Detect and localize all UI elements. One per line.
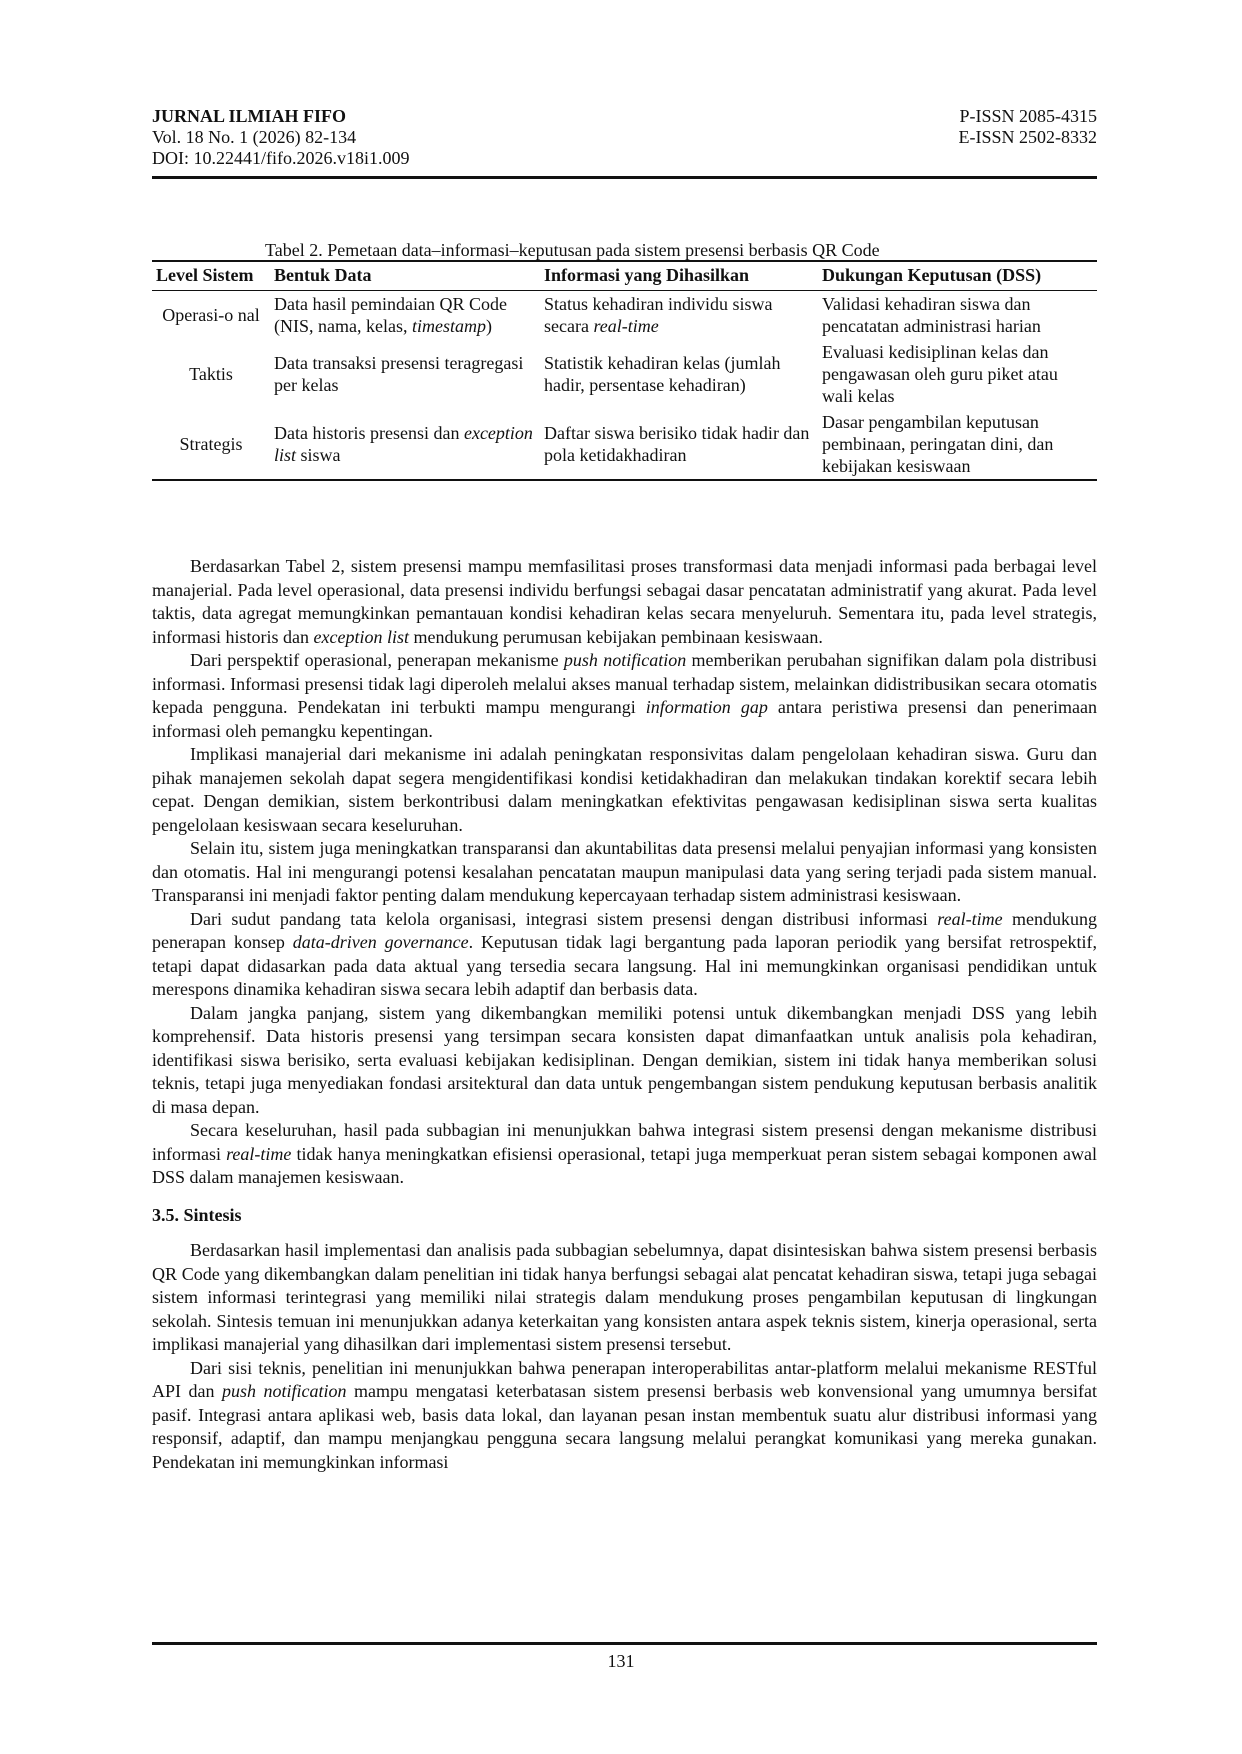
table-row	[152, 339, 1097, 409]
paragraph: Selain itu, sistem juga meningkatkan transparansi dan akuntabilitas data presensi melalui penyajian informasi yang konsisten dan otomatis. Hal ini mengurangi potensi kesalahan pencatatan maupun manipulasi data yang sering terjadi pada sistem manual. Transparansi ini menjadi faktor penting dalam mendukung kepercayaan terhadap sistem administrasi kesiswaan.	[152, 838, 1097, 905]
data-table	[152, 260, 1097, 481]
paragraph: Dari sisi teknis, penelitian ini menunjukkan bahwa penerapan interoperabilitas antar-platform melalui mekanisme RESTful API dan push notification mampu mengatasi keterbatasan sistem presensi berbasis web konvensional yang umumnya bersifat pasif. Integrasi antara aplikasi web, basis data lokal, dan layanan pesan instan membentuk suatu alur distribusi informasi yang responsif, adaptif, dan mampu menjangkau pengguna secara langsung melalui perangkat komunikasi yang mereka gunakan. Pendekatan ini memungkinkan informasi	[152, 1357, 1098, 1472]
paragraph: Dalam jangka panjang, sistem yang dikembangkan memiliki potensi untuk dikembangkan menjadi DSS yang lebih komprehensif. Data historis presensi yang tersimpan secara konsisten dapat dimanfaatkan untuk analisis pola kehadiran, identifikasi siswa berisiko, serta evaluasi kebijakan kedisiplinan. Dengan demikian, sistem ini tidak hanya memberikan solusi teknis, tetapi juga menyediakan fondasi arsitektural dan data untuk pengembangan sistem pendukung keputusan berbasis analitik di masa depan.	[152, 1002, 1097, 1117]
col-header-dss: Dukungan Keputusan (DSS)	[818, 261, 1097, 291]
e-issn: E-ISSN 2502-8332	[958, 127, 1097, 147]
journal-volume: Vol. 18 No. 1 (2026) 82-134	[152, 127, 357, 147]
cell-dss: Validasi kehadiran siswa dan pencatatan administrasi harian	[822, 294, 1041, 336]
journal-doi: DOI: 10.22441/fifo.2026.v18i1.009	[152, 148, 410, 168]
cell-dss: Dasar pengambilan keputusan pembinaan, peringatan dini, dan kebijakan kesiswaan	[818, 409, 1097, 480]
col-header-data: Bentuk Data	[270, 261, 540, 291]
section-heading: 3.5. Sintesis	[152, 1204, 242, 1225]
paragraph: Dari perspektif operasional, penerapan mekanisme push notification memberikan perubahan signifikan dalam pola distribusi informasi. Informasi presensi tidak lagi diperoleh melalui akses manual terhadap sistem, melainkan didistribusikan secara otomatis kepada pengguna. Pendekatan ini terbukti mampu mengurangi information gap antara peristiwa presensi dan penerimaan informasi oleh pemangku kepentingan.	[152, 650, 1097, 741]
cell-dss: Evaluasi kedisiplinan kelas dan pengawasan oleh guru piket atau wali kelas	[822, 342, 1058, 406]
table-row	[152, 409, 1097, 480]
cell-info: Daftar siswa berisiko tidak hadir dan pola ketidakhadiran	[540, 409, 818, 480]
body-text	[152, 555, 1097, 1474]
table-caption: Tabel 2. Pemetaan data–informasi–keputusan pada sistem presensi berbasis QR Code	[265, 240, 880, 260]
paragraph: Berdasarkan Tabel 2, sistem presensi mampu memfasilitasi proses transformasi data menjadi informasi pada berbagai level manajerial. Pada level operasional, data presensi individu berfungsi sebagai dasar pencatatan administratif yang akurat. Pada level taktis, data agregat memungkinkan pemantauan kondisi kehadiran kelas secara menyeluruh. Sementara itu, pada level strategis, informasi historis dan exception list mendukung perumusan kebijakan pembinaan kesiswaan.	[152, 556, 1097, 647]
cell-level: Taktis	[189, 364, 233, 384]
col-header-level: Level Sistem	[152, 261, 270, 291]
paragraph: Dari sudut pandang tata kelola organisasi, integrasi sistem presensi dengan distribusi informasi real-time mendukung penerapan konsep data-driven governance. Keputusan tidak lagi bergantung pada laporan periodik yang bersifat retrospektif, tetapi dapat didasarkan pada data aktual yang tersedia secara langsung. Hal ini memungkinkan organisasi pendidikan untuk merespons dinamika kehadiran siswa secara lebih adaptif dan berbasis data.	[152, 908, 1097, 999]
footer-rule	[152, 1642, 1097, 1645]
cell-level: Operasi-o nal	[162, 305, 260, 325]
table-row	[152, 291, 1097, 340]
cell-data: Data hasil pemindaian QR Code (NIS, nama, kelas, timestamp)	[274, 294, 507, 336]
col-header-info: Informasi yang Dihasilkan	[540, 261, 818, 291]
paragraph: Implikasi manajerial dari mekanisme ini adalah peningkatan responsivitas dalam pengelolaan kehadiran siswa. Guru dan pihak manajemen sekolah dapat segera mengidentifikasi kondisi ketidakhadiran dan melakukan tindakan korektif secara lebih cepat. Dengan demikian, sistem berkontribusi dalam meningkatkan efektivitas pengawasan kedisiplinan siswa serta kualitas pengelolaan kesiswaan secara keseluruhan.	[152, 744, 1097, 835]
cell-data: Data historis presensi dan exception list siswa	[270, 409, 540, 480]
cell-info: Status kehadiran individu siswa secara real-time	[544, 294, 773, 336]
cell-data: Data transaksi presensi teragregasi per kelas	[274, 353, 524, 395]
cell-info: Statistik kehadiran kelas (jumlah hadir, persentase kehadiran)	[544, 353, 781, 395]
paragraph: Secara keseluruhan, hasil pada subbagian ini menunjukkan bahwa integrasi sistem presensi dengan mekanisme distribusi informasi real-time tidak hanya meningkatkan efisiensi operasional, tetapi juga memperkuat peran sistem sebagai komponen awal DSS dalam manajemen kesiswaan.	[152, 1120, 1097, 1187]
paragraph: Berdasarkan hasil implementasi dan analisis pada subbagian sebelumnya, dapat disintesiskan bahwa sistem presensi berbasis QR Code yang dikembangkan dalam penelitian ini tidak hanya berfungsi sebagai alat pencatat kehadiran siswa, tetapi juga sebagai sistem informasi terintegrasi yang memiliki nilai strategis dalam mendukung proses pengambilan keputusan di lingkungan sekolah. Sintesis temuan ini menunjukkan adanya keterkaitan yang konsisten antara aspek teknis sistem, kinerja operasional, serta implikasi manajerial yang dihasilkan dari implementasi sistem presensi tersebut.	[152, 1240, 1097, 1354]
journal-title: JURNAL ILMIAH FIFO	[152, 106, 347, 126]
table-header-row	[152, 261, 1097, 291]
cell-level: Strategis	[152, 409, 270, 480]
header-rule	[152, 176, 1097, 179]
page-number: 131	[607, 1651, 635, 1671]
p-issn: P-ISSN 2085-4315	[959, 106, 1097, 126]
